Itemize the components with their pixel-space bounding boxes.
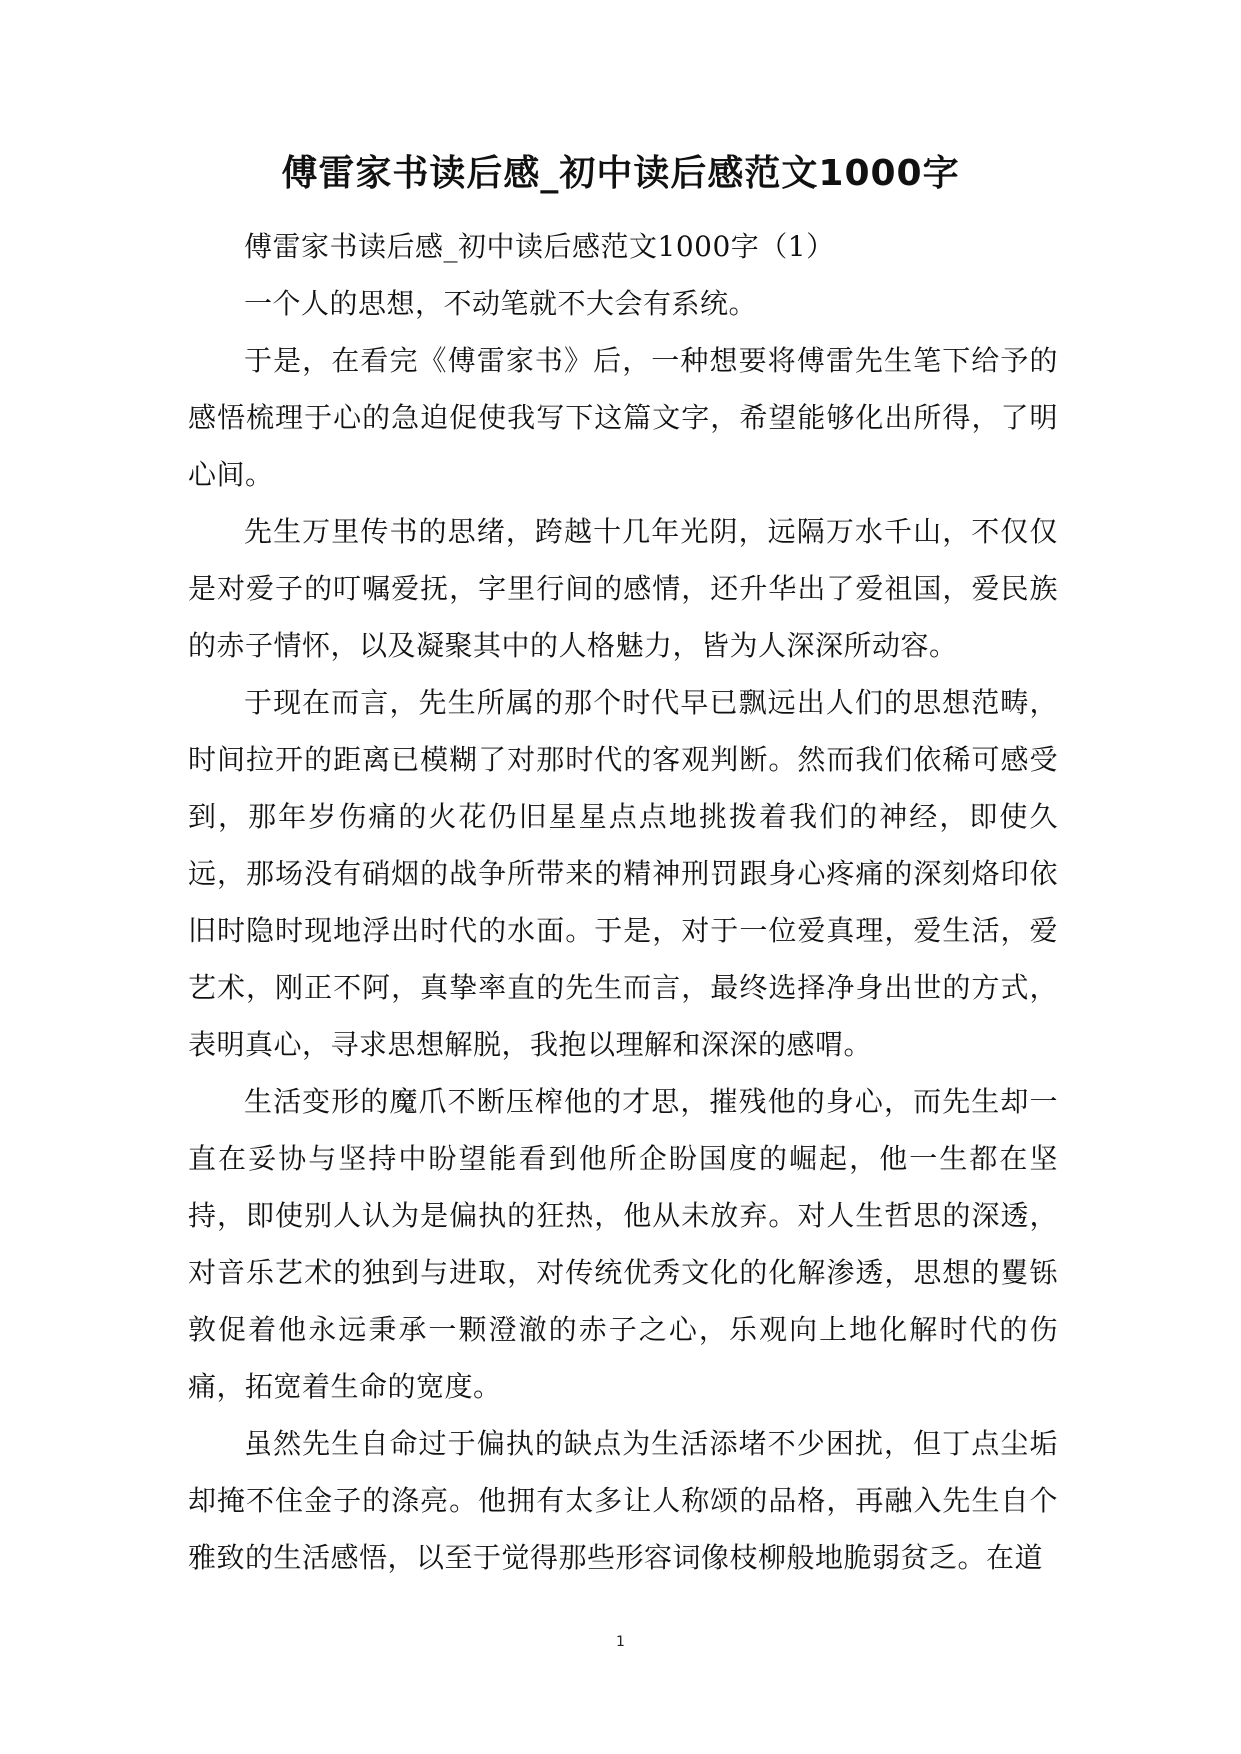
page-number: 1 <box>616 1634 625 1650</box>
paragraph: 生活变形的魔爪不断压榨他的才思，摧残他的身心，而先生却一直在妥协与坚持中盼望能看到他所企盼国度的崛起，他一生都在坚持，即使别人认为是偏执的狂热，他从未放弃。对人生哲思的深透，对音乐艺术的独到与进取，对传统优秀文化的化解渗透，思想的矍铄敦促着他永远秉承一颗澄澈的赤子之心，乐观向上地化解时代的伤痛，拓宽着生命的宽度。 <box>188 1085 1058 1403</box>
document-body <box>188 218 1058 1586</box>
paragraph: 傅雷家书读后感_初中读后感范文1000字（1） <box>244 230 835 263</box>
paragraph: 于是，在看完《傅雷家书》后，一种想要将傅雷先生笔下给予的感悟梳理于心的急迫促使我写下这篇文字，希望能够化出所得，了明心间。 <box>188 344 1058 491</box>
paragraph: 一个人的思想，不动笔就不大会有系统。 <box>244 287 758 320</box>
paragraph: 于现在而言，先生所属的那个时代早已飘远出人们的思想范畴，时间拉开的距离已模糊了对那时代的客观判断。然而我们依稀可感受到，那年岁伤痛的火花仍旧星星点点地挑拨着我们的神经，即使久远，那场没有硝烟的战争所带来的精神刑罚跟身心疼痛的深刻烙印依旧时隐时现地浮出时代的水面。于是，对于一位爱真理，爱生活，爱艺术，刚正不阿，真挚率直的先生而言，最终选择净身出世的方式，表明真心，寻求思想解脱，我抱以理解和深深的感喟。 <box>188 686 1058 1061</box>
paragraph: 虽然先生自命过于偏执的缺点为生活添堵不少困扰，但丁点尘垢却掩不住金子的涤亮。他拥有太多让人称颂的品格，再融入先生自个雅致的生活感悟，以至于觉得那些形容词像枝柳般地脆弱贫乏。在道 <box>188 1427 1058 1574</box>
document-title: 傅雷家书读后感_初中读后感范文1000字 <box>281 153 960 194</box>
paragraph: 先生万里传书的思绪，跨越十几年光阴，远隔万水千山，不仅仅是对爱子的叮嘱爱抚，字里行间的感情，还升华出了爱祖国，爱民族的赤子情怀，以及凝聚其中的人格魅力，皆为人深深所动容。 <box>188 515 1058 662</box>
